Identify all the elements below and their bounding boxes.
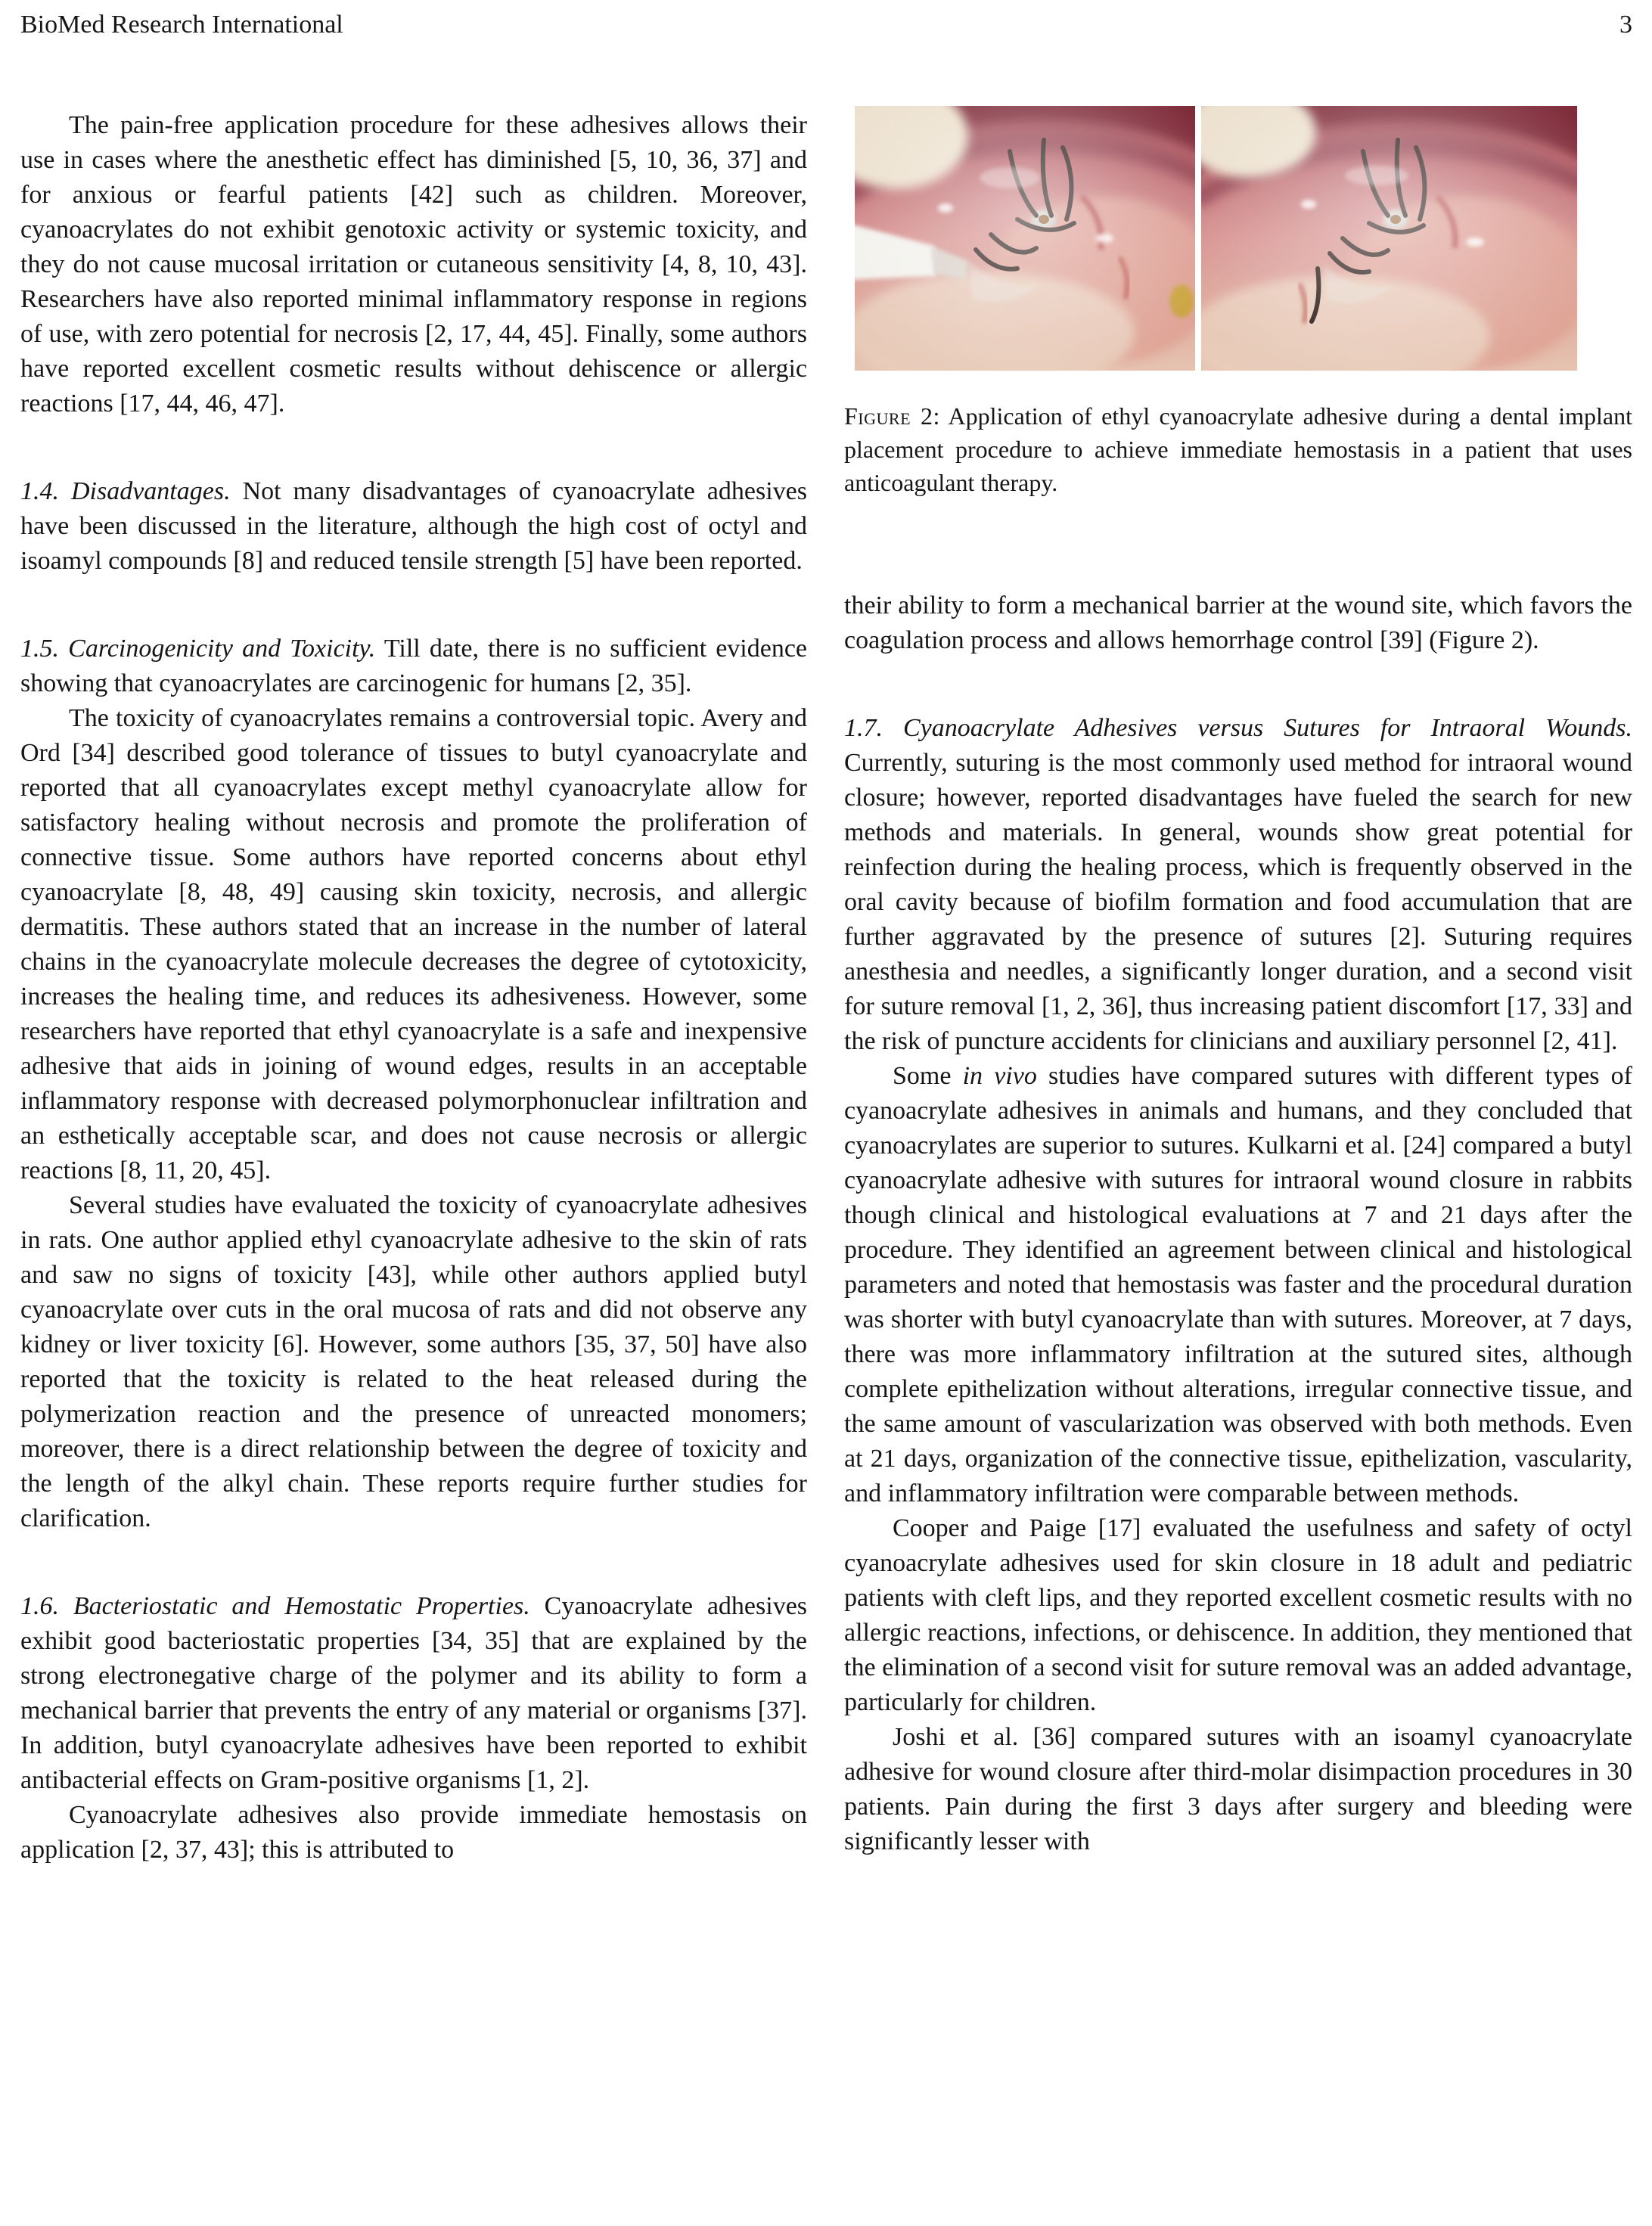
paragraph-pain-free: The pain-free application procedure for these adhesives allows their use in cases where the anesthetic effect has diminished [5, 10, 36, 37] and for anxious or fearful patients [42] such as children. Moreover, cyanoacrylates do not exhibit genotoxic activity or systemic toxicity, and they do not cause mucosal irritation or cutaneous sensitivity [4, 8, 10, 43]. Researchers have also reported minimal inflammatory response in regions of use, with zero potential for necrosis [2, 17, 44, 45]. Finally, some authors have reported excellent cosmetic results without dehiscence or allergic reactions [17, 44, 46, 47].	[20, 111, 807, 418]
paragraph-rat-studies: Several studies have evaluated the toxicity of cyanoacrylate adhesives in rats. One author applied ethyl cyanoacrylate adhesive to the skin of rats and saw no signs of toxicity [43], while other authors applied butyl cyanoacrylate over cuts in the oral mucosa of rats and did not observe any kidney or liver toxicity [6]. However, some authors [35, 37, 50] have also reported that the toxicity is related to the heat released during the polymerization reaction and the presence of unreacted monomers; moreover, there is a direct relationship between the degree of toxicity and the length of the alkyl chain. These reports require further studies for clarification.	[20, 1191, 807, 1532]
section-1-4	[20, 474, 807, 579]
section-1-7-body: Currently, suturing is the most commonly used method for intraoral wound closure; however, reported disadvantages have fueled the search for new methods and materials. In general, wounds show great potential for reinfection during the healing process, which is frequently observed in the oral cavity because of biofilm formation and food accumulation that are further aggravated by the presence of sutures [2]. Suturing requires anesthesia and needles, a significantly longer duration, and a second visit for suture removal [1, 2, 36], thus increasing patient discomfort [17, 33] and the risk of puncture accidents for clinicians and auxiliary personnel [2, 41].	[844, 749, 1632, 1055]
paragraph-joshi: Joshi et al. [36] compared sutures with an isoamyl cyanoacrylate adhesive for wound closure after third-molar disimpaction procedures in 30 patients. Pain during the first 3 days after surgery and bleeding were significantly lesser with	[844, 1723, 1632, 1855]
left-column	[20, 108, 807, 1867]
intraoral-photo-right	[1180, 106, 1577, 371]
in-vivo-pre: Some	[893, 1062, 963, 1090]
in-vivo-italic: in vivo	[962, 1062, 1037, 1090]
section-1-5-heading: 1.5. Carcinogenicity and Toxicity.	[20, 635, 376, 663]
page-number: 3	[1619, 11, 1632, 39]
section-1-5-body: Till date, there is no sufficient evidence showing that cyanoacrylates are carcinogenic for humans [2, 35].	[20, 635, 807, 697]
section-1-6-heading: 1.6. Bacteriostatic and Hemostatic Properties.	[20, 1592, 530, 1620]
section-1-4-heading: 1.4. Disadvantages.	[20, 477, 231, 505]
figure-2-images	[855, 106, 1577, 371]
paragraph-hemostasis: Cyanoacrylate adhesives also provide immediate hemostasis on application [2, 37, 43]; this is attributed to	[20, 1801, 807, 1864]
journal-title: BioMed Research International	[20, 11, 343, 39]
section-1-6-body: Cyanoacrylate adhesives exhibit good bacteriostatic properties [34, 35] that are explained by the strong electronegative charge of the polymer and its ability to form a mechanical barrier that prevents the entry of any material or organisms [37]. In addition, butyl cyanoacrylate adhesives have been reported to exhibit antibacterial effects on Gram-positive organisms [1, 2].	[20, 1592, 808, 1794]
paragraph-in-vivo	[844, 1059, 1632, 1511]
paragraph-toxicity: The toxicity of cyanoacrylates remains a controversial topic. Avery and Ord [34] described good tolerance of tissues to butyl cyanoacrylate and reported that all cyanoacrylates except methyl cyanoacrylate allow for satisfactory healing without necrosis and promote the proliferation of connective tissue. Some authors have reported concerns about ethyl cyanoacrylate [8, 48, 49] causing skin toxicity, necrosis, and allergic dermatitis. These authors stated that an increase in the number of lateral chains in the cyanoacrylate molecule decreases the degree of cytotoxicity, increases the healing time, and reduces its adhesiveness. However, some researchers have reported that ethyl cyanoacrylate is a safe and inexpensive adhesive that aids in joining of wound edges, results in an acceptable inflammatory response with decreased polymorphonuclear infiltration and an esthetically acceptable scar, and does not cause necrosis or allergic reactions [8, 11, 20, 45].	[20, 704, 807, 1184]
figure-2	[844, 106, 1632, 499]
paragraph-barrier-continuation: their ability to form a mechanical barrier at the wound site, which favors the coagulation process and allows hemorrhage control [39] (Figure 2).	[844, 591, 1632, 654]
section-1-7-heading: 1.7. Cyanoacrylate Adhesives versus Sutures for Intraoral Wounds.	[844, 714, 1632, 742]
section-1-7	[844, 711, 1632, 1059]
right-column	[844, 106, 1632, 1859]
section-1-5	[20, 632, 807, 701]
figure-2-label: Figure 2:	[844, 402, 940, 430]
running-head	[20, 11, 1632, 39]
section-1-4-body: Not many disadvantages of cyanoacrylate adhesives have been discussed in the literature, although the high cost of octyl and isoamyl compounds [8] and reduced tensile strength [5] have been reported.	[20, 477, 807, 575]
intraoral-photo-left	[855, 106, 1218, 371]
paragraph-cooper-paige: Cooper and Paige [17] evaluated the usefulness and safety of octyl cyanoacrylate adhesives used for skin closure in 18 adult and pediatric patients with cleft lips, and they reported excellent cosmetic results with no allergic reactions, infections, or dehiscence. In addition, they mentioned that the elimination of a second visit for suture removal was an added advantage, particularly for children.	[844, 1514, 1632, 1716]
figure-2-caption-text: Application of ethyl cyanoacrylate adhesive during a dental implant placement procedure to achieve immediate hemostasis in a patient that uses anticoagulant therapy.	[844, 402, 1633, 496]
figure-2-caption	[844, 399, 1632, 499]
in-vivo-post: studies have compared sutures with different types of cyanoacrylate adhesives in animals and humans, and they concluded that cyanoacrylates are superior to sutures. Kulkarni et al. [24] compared a butyl cyanoacrylate adhesive with sutures for intraoral wound closure in rabbits though clinical and histological evaluations at 7 and 21 days after the procedure. They identified an agreement between clinical and histological parameters and noted that hemostasis was faster and the procedural duration was shorter with butyl cyanoacrylate than with sutures. Moreover, at 7 days, there was more inflammatory infiltration at the sutured sites, although complete epithelization without alterations, irregular connective tissue, and the same amount of vascularization was observed with both methods. Even at 21 days, organization of the connective tissue, epithelization, vascularity, and inflammatory infiltration were comparable between methods.	[844, 1062, 1632, 1507]
intraoral-photos	[855, 106, 1577, 371]
section-1-6	[20, 1589, 807, 1798]
